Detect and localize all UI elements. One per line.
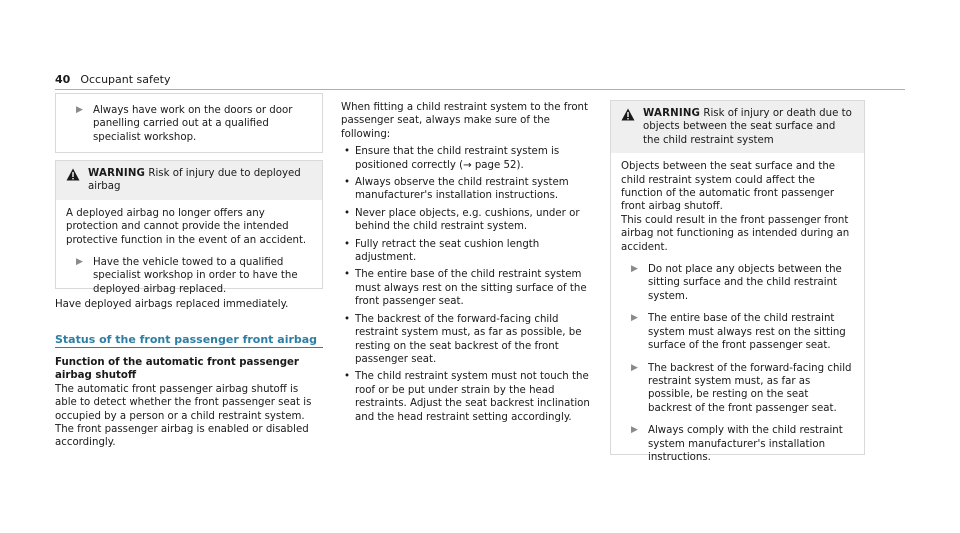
list-item: • The entire base of the child restraint system must always rest on the sitting surface of the front passenger seat.: [344, 269, 587, 308]
list-item: • Ensure that the child restraint system is positioned correctly (→ page 52).: [344, 146, 560, 171]
warning-triangle-icon: [66, 168, 80, 181]
section-divider: [55, 347, 323, 348]
body-text: Have deployed airbags replaced immediately.: [55, 299, 289, 310]
bullet-dot: •: [344, 207, 351, 219]
bullet-dot: •: [344, 146, 351, 158]
list-item: • Never place objects, e.g. cushions, under or behind the child restraint system.: [344, 207, 580, 233]
bullet-dot: •: [344, 313, 351, 325]
warning-header: [56, 161, 322, 200]
sub-heading: Function of the automatic front passenger airbag shutoff: [55, 357, 299, 382]
warning-text: A deployed airbag no longer offers any protection and cannot provide the intended protective function in the event of an accident.: [66, 207, 307, 246]
list-item: • The child restraint system must not touch the roof or be put under strain by the head restraints. Adjust the seat backrest inclination and the head restraint setting accordingly.: [344, 371, 590, 423]
warning-box-objects: [610, 100, 865, 463]
warning-header: [611, 101, 864, 153]
warning-triangle-icon: [621, 108, 635, 121]
arrow-right-icon: ▶: [76, 257, 83, 268]
list-item: • Fully retract the seat cushion length adjustment.: [344, 238, 540, 264]
bullet-dot: •: [344, 238, 351, 250]
intro-text: When fitting a child restraint system to the front passenger seat, always make sure of the following:: [341, 102, 589, 140]
arrow-right-icon: ▶: [631, 425, 638, 436]
instruction-step: ▶ The entire base of the child restraint system must always rest on the sitting surface of the front passenger seat.: [631, 313, 846, 352]
instruction-step: ▶ Always have work on the doors or door panelling carried out at a qualified specialist workshop.: [76, 105, 293, 143]
instruction-step: ▶ Always comply with the child restraint system manufacturer's installation instructions.: [631, 425, 843, 463]
page-number: 40: [55, 73, 71, 86]
bullet-list: [341, 145, 595, 424]
section-heading: Status of the front passenger front airbag: [55, 333, 318, 346]
body-text: The automatic front passenger airbag shutoff is able to detect whether the front passenger seat is occupied by a person or a child restraint system. The front passenger airbag is enabled or disabled accordingly.: [55, 383, 312, 449]
header-divider: [55, 89, 905, 90]
arrow-right-icon: ▶: [631, 362, 638, 373]
warning-label: WARNING: [643, 108, 701, 119]
instruction-step: ▶ The backrest of the forward-facing child restraint system must, as far as possible, be resting on the seat backrest of the front passenger seat.: [631, 362, 852, 414]
warning-box-deployed-airbag: [55, 160, 323, 295]
warning-title: Risk of injury due to deployed airbag: [88, 168, 301, 193]
arrow-right-icon: ▶: [631, 313, 638, 324]
bullet-dot: •: [344, 371, 351, 383]
bullet-dot: •: [344, 177, 351, 189]
instruction-step: ▶ Have the vehicle towed to a qualified specialist workshop in order to have the deployed airbag replaced.: [76, 257, 298, 295]
list-item: • Always observe the child restraint system manufacturer's installation instructions.: [344, 177, 569, 202]
warning-label: WARNING: [88, 168, 146, 179]
instruction-step: ▶ Do not place any objects between the sitting surface and the child restraint system.: [631, 264, 842, 302]
warning-title: Risk of injury or death due to objects between the seat surface and the child restraint system: [643, 108, 852, 146]
page-title: Occupant safety: [80, 73, 171, 86]
arrow-right-icon: ▶: [76, 105, 83, 115]
arrow-right-icon: ▶: [631, 264, 638, 275]
warning-text: This could result in the front passenger front airbag not functioning as intended during an accident.: [621, 214, 850, 253]
page-header: [55, 73, 170, 86]
bullet-dot: •: [344, 269, 351, 281]
warning-text: Objects between the seat surface and the child restraint system could affect the function of the automatic front passenger front airbag shutoff.: [621, 161, 836, 213]
workshop-note-box: [55, 93, 323, 153]
list-item: • The backrest of the forward-facing child restraint system must, as far as possible, be resting on the seat backrest of the front passenger seat.: [344, 313, 582, 365]
